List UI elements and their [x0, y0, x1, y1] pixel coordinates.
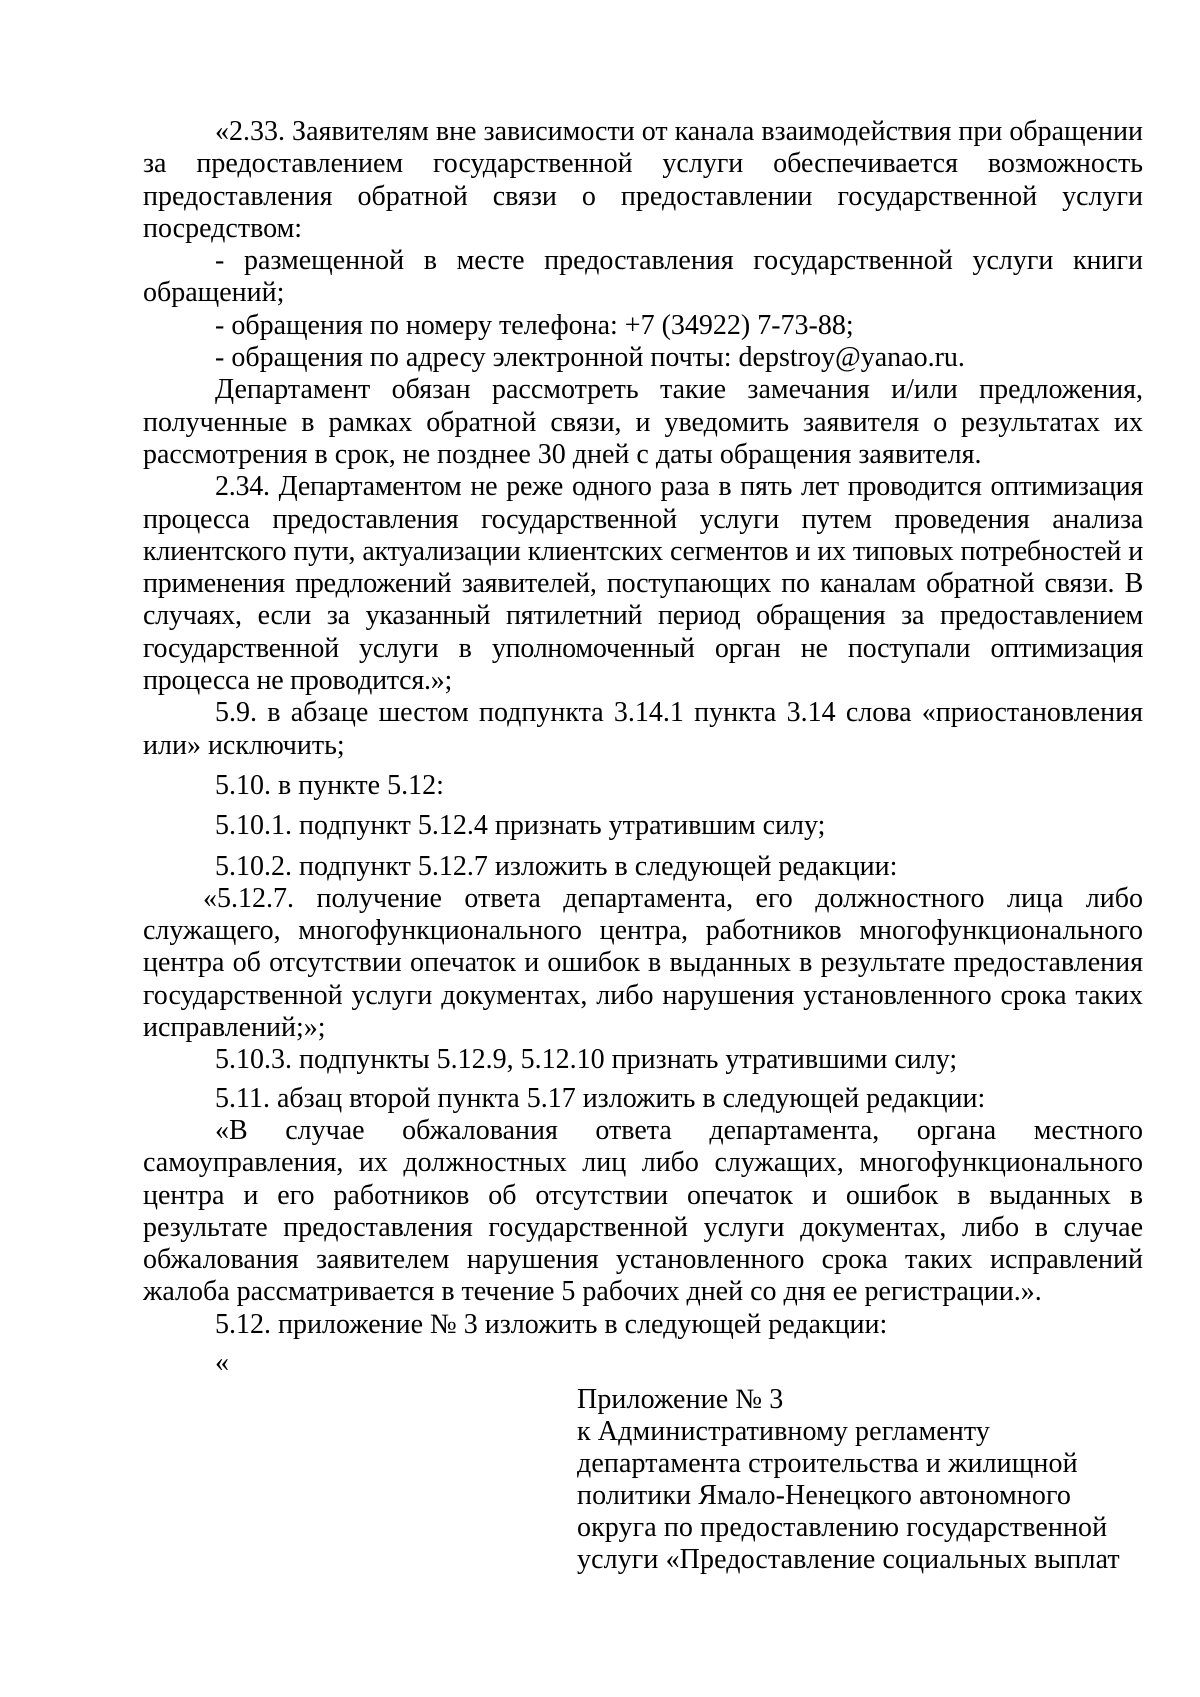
paragraph-5-10: 5.10. в пункте 5.12:: [215, 769, 444, 801]
appendix-line: департамента строительства и жилищной: [577, 1448, 1078, 1479]
appendix-line: к Административному регламенту: [577, 1416, 990, 1447]
document-body: [143, 116, 1143, 1379]
paragraph-5-9: 5.9. в абзаце шестом подпункта 3.14.1 пункта 3.14 слова «приостановления или» исключить;: [143, 697, 1143, 761]
paragraph-book-of-requests: - размещенной в месте предоставления государственной услуги книги обращений;: [143, 245, 1143, 309]
paragraph-email: - обращения по адресу электронной почты: depstroy@yanao.ru.: [215, 342, 965, 374]
paragraph-complaint-term: «В случае обжалования ответа департамента, органа местного самоуправления, их должностных лиц либо служащих, многофункционального центра и его работников об отсутствии опечаток и ошибок в выданных в результате предоставления государственной услуги документах, либо в случае обжалования заявителем нарушения установленного срока таких исправлений жалоба рассматривается в течение 5 рабочих дней со дня ее регистрации.».: [143, 1114, 1143, 1308]
paragraph-5-12-7: «5.12.7. получение ответа департамента, его должностного лица либо служащего, многофункционального центра, работников многофункционального центра об отсутствии опечаток и ошибок в выданных в результате предоставления государственной услуги документах, либо нарушения установленного срока таких исправлений;»;: [143, 882, 1143, 1044]
paragraph-phone: - обращения по номеру телефона: +7 (34922) 7-73-88;: [215, 309, 854, 341]
paragraph-5-11: 5.11. абзац второй пункта 5.17 изложить в следующей редакции:: [215, 1082, 986, 1114]
paragraph-5-10-2: 5.10.2. подпункт 5.12.7 изложить в следующей редакции:: [215, 850, 898, 882]
paragraph-5-10-3: 5.10.3. подпункты 5.12.9, 5.12.10 признать утратившими силу;: [215, 1044, 958, 1076]
quote-open-mark: «: [215, 1346, 229, 1378]
appendix-line: Приложение № 3: [577, 1384, 784, 1415]
paragraph-5-12: 5.12. приложение № 3 изложить в следующей редакции:: [215, 1308, 888, 1340]
paragraph-2-34: 2.34. Департаментом не реже одного раза в пять лет проводится оптимизация процесса предоставления государственной услуги путем проведения анализа клиентского пути, актуализации клиентских сегментов и их типовых потребностей и применения предложений заявителей, поступающих по каналам обратной связи. В случаях, если за указанный пятилетний период обращения за предоставлением государственной услуги в уполномоченный орган не поступали оптимизация процесса не проводится.»;: [143, 471, 1143, 697]
appendix-header: [577, 1384, 1177, 1576]
paragraph-5-10-1: 5.10.1. подпункт 5.12.4 признать утратившим силу;: [215, 810, 826, 842]
appendix-line: политики Ямало-Ненецкого автономного: [577, 1480, 1071, 1511]
paragraph-2-33: «2.33. Заявителям вне зависимости от канала взаимодействия при обращении за предоставлением государственной услуги обеспечивается возможность предоставления обратной связи о предоставлении государственной услуги посредством:: [143, 116, 1143, 244]
appendix-line: услуги «Предоставление социальных выплат: [577, 1544, 1120, 1575]
paragraph-department-obligation: Департамент обязан рассмотреть такие замечания и/или предложения, полученные в рамках обратной связи, и уведомить заявителя о результатах их рассмотрения в срок, не позднее 30 дней с даты обращения заявителя.: [143, 374, 1143, 470]
appendix-line: округа по предоставлению государственной: [577, 1512, 1108, 1543]
